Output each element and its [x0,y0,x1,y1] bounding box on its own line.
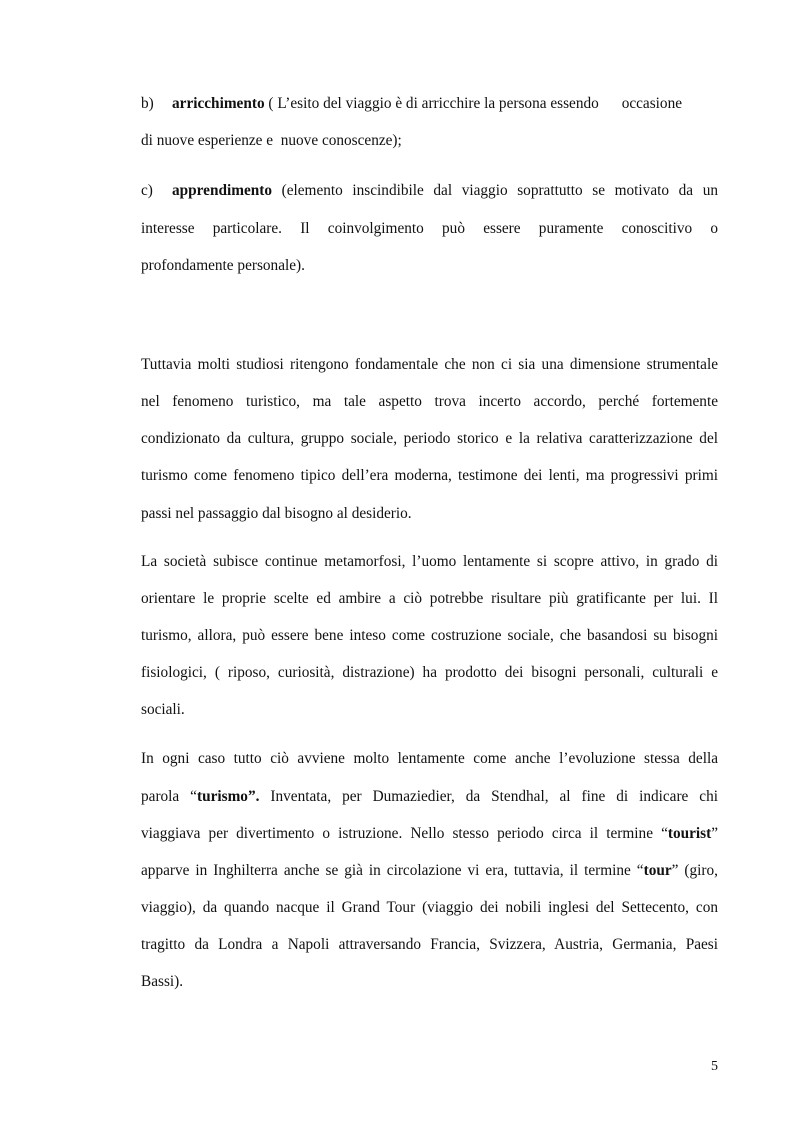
paragraph-3-line-6: tragitto da Londra a Napoli attraversando Francia, Svizzera, Austria, Germania, Paesi [141,936,718,953]
paragraph-1-line-4: turismo come fenomeno tipico dell’era moderna, testimone dei lenti, ma progressivi primi [141,467,718,484]
paragraph-1-line-1: Tuttavia molti studiosi ritengono fondamentale che non ci sia una dimensione strumentale [141,356,718,373]
list-item-b-text: ( L’esito del viaggio è di arricchire la persona essendo occasione [264,95,683,112]
term-arricchimento: arricchimento [172,95,265,112]
term-apprendimento: apprendimento [172,182,273,199]
list-item-c-line-2: interesse particolare. Il coinvolgimento può essere puramente conoscitivo o [141,220,718,237]
paragraph-3-text: ” [711,825,718,842]
paragraph-1-line-3: condizionato da cultura, gruppo sociale, periodo storico e la relativa caratterizzazione del [141,430,718,447]
list-item-c-line-1 [141,181,718,201]
paragraph-3-line-7: Bassi). [141,973,184,990]
paragraph-3-line-4 [141,861,718,881]
term-tourist: tourist [667,825,712,842]
paragraph-3-line-1: In ogni caso tutto ciò avviene molto lentamente come anche l’evoluzione stessa della [141,750,718,767]
list-label-b: b) [141,95,154,112]
paragraph-3-text: Inventata, per Dumaziedier, da Stendhal, al fine di indicare chi [259,788,718,805]
paragraph-3-text: apparve in Inghilterra anche se già in circolazione vi era, tuttavia, il termine “ [141,862,644,879]
list-item-b-line-2: di nuove esperienze e nuove conoscenze); [141,132,402,149]
list-item-c-text: (elemento inscindibile dal viaggio soprattutto se motivato da un [272,182,718,199]
paragraph-1-line-5: passi nel passaggio dal bisogno al desiderio. [141,505,412,522]
paragraph-3-text: parola “ [141,788,197,805]
list-item-b-line-1 [141,94,718,114]
term-tour: tour [643,862,672,879]
paragraph-2-line-2: orientare le proprie scelte ed ambire a ciò potrebbe risultare più gratificante per lui. Il [141,590,718,607]
paragraph-1-line-2: nel fenomeno turistico, ma tale aspetto trova incerto accordo, perché fortemente [141,393,718,410]
list-label-c: c) [141,182,153,199]
paragraph-2-line-5: sociali. [141,701,185,718]
paragraph-3-line-2 [141,787,718,807]
page-number: 5 [711,1059,718,1074]
punctuation-bold: ”. [247,788,260,805]
paragraph-2-line-1: La società subisce continue metamorfosi, l’uomo lentamente si scopre attivo, in grado di [141,553,718,570]
paragraph-3-text: ” (giro, [671,862,718,879]
paragraph-2-line-4: fisiologici, ( riposo, curiosità, distrazione) ha prodotto dei bisogni personali, culturali e [141,664,718,681]
paragraph-2-line-3: turismo, allora, può essere bene inteso come costruzione sociale, che basandosi su bisogni [141,627,718,644]
paragraph-3-text: viaggiava per divertimento o istruzione. Nello stesso periodo circa il termine “ [141,825,668,842]
paragraph-3-line-5: viaggio), da quando nacque il Grand Tour (viaggio dei nobili inglesi del Settecento, con [141,899,718,916]
paragraph-3-line-3 [141,824,718,844]
list-item-c-line-3: profondamente personale). [141,257,305,274]
term-turismo: turismo [196,788,248,805]
